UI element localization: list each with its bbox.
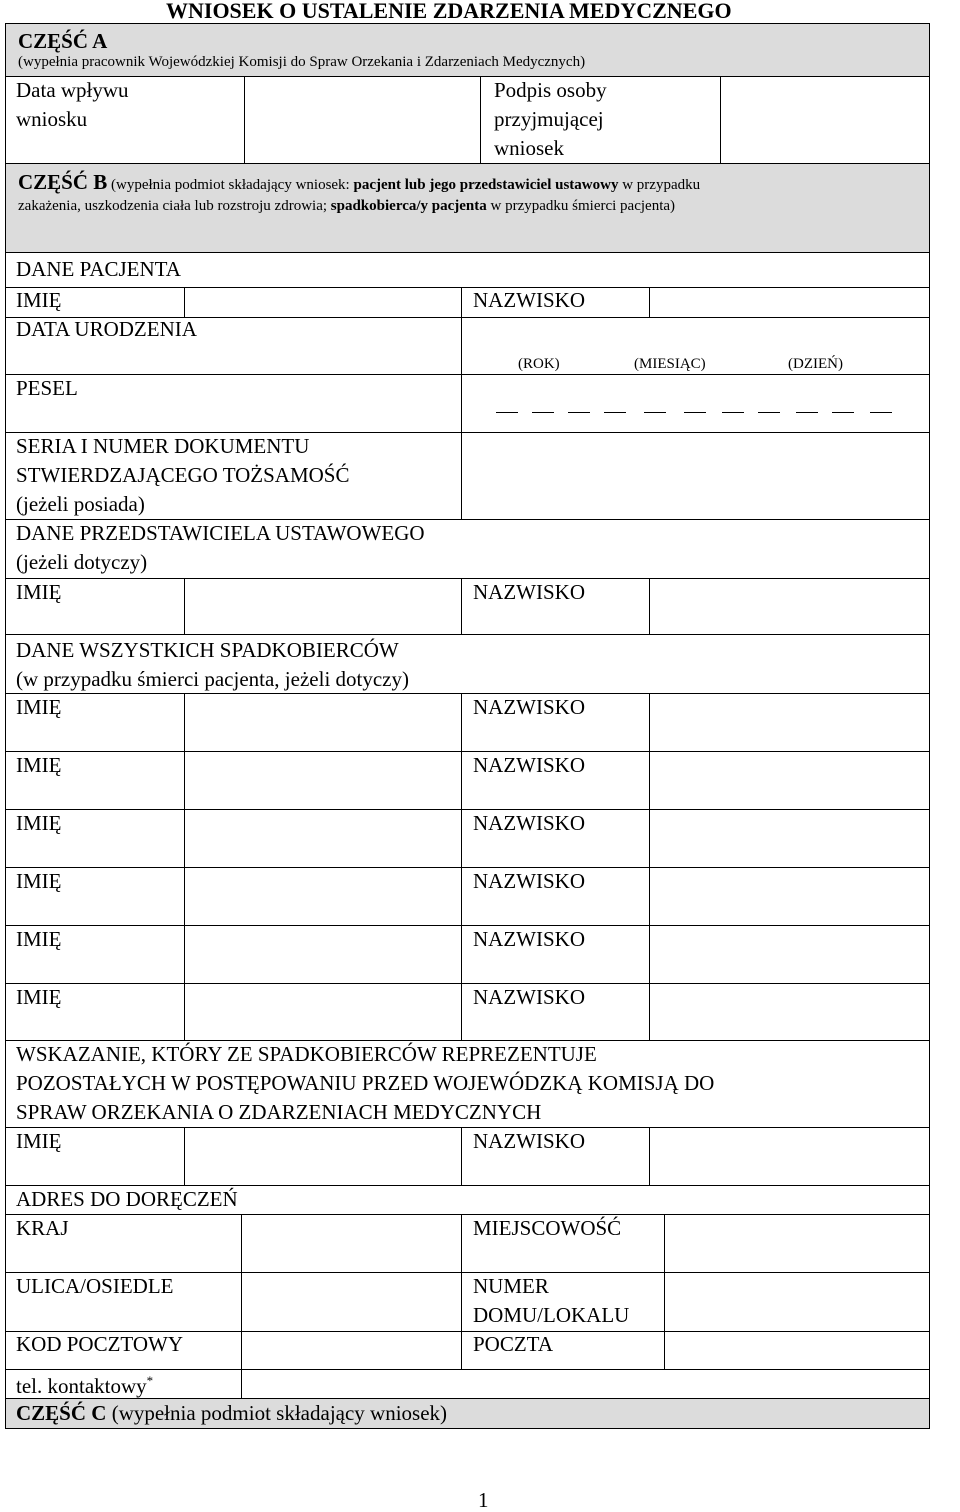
rule-heir-2 — [5, 809, 930, 810]
phone-label — [16, 1374, 153, 1397]
part-b-line2-a: zakażenia, uszkodzenia ciała lub rozstroju zdrowia; — [18, 198, 328, 214]
rule-heirs-heading — [5, 693, 930, 694]
divider-address-2 — [461, 1214, 462, 1370]
date-label-line1: Data wpływu — [16, 78, 129, 102]
address-heading: ADRES DO DORĘCZEŃ — [16, 1187, 238, 1211]
part-c-heading: CZĘŚĆ C — [16, 1401, 107, 1425]
signature-label-line3: wniosek — [494, 136, 564, 160]
divider-heirs-1 — [184, 693, 185, 1040]
pesel-digit-5 — [644, 412, 666, 413]
signature-label-line2: przyjmującej — [494, 107, 604, 131]
patient-last-name-field[interactable] — [650, 288, 930, 316]
heir-6-first-name-label: IMIĘ — [16, 985, 62, 1009]
heir-2-last-name-field[interactable] — [650, 752, 930, 806]
page-number: 1 — [478, 1488, 489, 1512]
rule-country-city — [5, 1272, 930, 1273]
date-received-field[interactable] — [245, 77, 479, 163]
representing-heir-first-name-label: IMIĘ — [16, 1129, 62, 1153]
id-document-label-line1: SERIA I NUMER DOKUMENTU — [16, 434, 310, 458]
representative-heading: DANE PRZEDSTAWICIELA USTAWOWEGO — [16, 521, 425, 545]
divider-patient-name-1 — [184, 287, 185, 318]
post-office-label: POCZTA — [473, 1332, 553, 1356]
rule-patient-heading — [5, 287, 930, 288]
rule-part-a-bottom — [5, 76, 930, 77]
heir-5-first-name-field[interactable] — [185, 926, 460, 980]
birth-date-field[interactable] — [462, 318, 930, 350]
birth-year-label: (ROK) — [518, 356, 560, 372]
rule-heir-5 — [5, 983, 930, 984]
representing-heir-heading-line1: WSKAZANIE, KTÓRY ZE SPADKOBIERCÓW REPREZENTUJE — [16, 1042, 597, 1066]
phone-label-text: tel. kontaktowy — [16, 1374, 147, 1398]
divider-rep-heir-2 — [461, 1127, 462, 1185]
part-a-note: (wypełnia pracownik Wojewódzkiej Komisji do Spraw Orzekania i Zdarzeniach Medycznych) — [18, 54, 586, 70]
rule-part-b-bottom — [5, 252, 930, 253]
pesel-digit-9 — [796, 412, 818, 413]
divider-rep-heir-1 — [184, 1127, 185, 1185]
heir-6-first-name-field[interactable] — [185, 984, 460, 1040]
id-document-label-line2: STWIERDZAJĄCEGO TOŻSAMOŚĆ — [16, 463, 350, 487]
patient-first-name-field[interactable] — [185, 288, 460, 316]
country-field[interactable] — [242, 1215, 460, 1270]
street-label: ULICA/OSIEDLE — [16, 1274, 174, 1298]
divider-rep-3 — [649, 578, 650, 634]
divider-rep-heir-3 — [649, 1127, 650, 1185]
rule-heir-4 — [5, 925, 930, 926]
patient-last-name-label: NAZWISKO — [473, 288, 585, 312]
pesel-digit-10 — [832, 412, 854, 413]
part-b-line2 — [18, 199, 675, 214]
representing-heir-last-name-field[interactable] — [650, 1128, 930, 1184]
representative-first-name-label: IMIĘ — [16, 580, 62, 604]
rule-bottom — [5, 1428, 930, 1429]
heir-2-first-name-field[interactable] — [185, 752, 460, 806]
rule-id-document — [5, 519, 930, 520]
phone-field[interactable] — [242, 1370, 930, 1398]
id-document-field[interactable] — [462, 433, 930, 519]
city-label: MIEJSCOWOŚĆ — [473, 1216, 622, 1240]
divider-heirs-3 — [649, 693, 650, 1040]
heir-3-last-name-field[interactable] — [650, 810, 930, 864]
house-number-label-line2: DOMU/LOKALU — [473, 1303, 630, 1327]
divider-part-a-2 — [480, 76, 481, 164]
rule-rep-heir-heading — [5, 1127, 930, 1128]
pesel-digit-8 — [758, 412, 780, 413]
rule-rep-heading — [5, 578, 930, 579]
frame-left-border — [5, 23, 6, 1429]
heir-2-first-name-label: IMIĘ — [16, 753, 62, 777]
post-office-field[interactable] — [665, 1332, 930, 1369]
heir-4-last-name-label: NAZWISKO — [473, 869, 585, 893]
heirs-heading: DANE WSZYSTKICH SPADKOBIERCÓW — [16, 638, 399, 662]
heir-5-last-name-field[interactable] — [650, 926, 930, 980]
divider-rep-1 — [184, 578, 185, 634]
date-label-line2: wniosku — [16, 107, 88, 131]
heir-1-last-name-field[interactable] — [650, 694, 930, 748]
signature-label-line1: Podpis osoby — [494, 78, 607, 102]
rule-birth-date — [5, 374, 930, 375]
part-b-line1 — [18, 172, 700, 193]
rule-rep-row — [5, 634, 930, 635]
house-number-label-line1: NUMER — [473, 1274, 549, 1298]
postcode-label: KOD POCZTOWY — [16, 1332, 184, 1356]
divider-patient-name-3 — [649, 287, 650, 318]
pesel-digit-2 — [532, 412, 554, 413]
heirs-note: (w przypadku śmierci pacjenta, jeżeli dotyczy) — [16, 667, 409, 691]
heir-6-last-name-field[interactable] — [650, 984, 930, 1040]
rule-postcode — [5, 1369, 930, 1370]
heir-6-last-name-label: NAZWISKO — [473, 985, 585, 1009]
rule-street-number — [5, 1331, 930, 1332]
representing-heir-heading-line2: POZOSTAŁYCH W POSTĘPOWANIU PRZED WOJEWÓDZKĄ KOMISJĄ DO — [16, 1071, 715, 1095]
representing-heir-heading-line3: SPRAW ORZEKANIA O ZDARZENIACH MEDYCZNYCH — [16, 1100, 542, 1124]
heir-1-first-name-label: IMIĘ — [16, 695, 62, 719]
heir-5-last-name-label: NAZWISKO — [473, 927, 585, 951]
rule-heir-1 — [5, 751, 930, 752]
pesel-digit-7 — [722, 412, 744, 413]
part-b-line2-b: spadkobierca/y pacjenta — [330, 198, 487, 214]
divider-heirs-2 — [461, 693, 462, 1040]
pesel-digit-1 — [496, 412, 518, 413]
part-b-line1-b: pacjent lub jego przedstawiciel ustawowy — [353, 177, 619, 193]
street-field[interactable] — [242, 1273, 460, 1331]
pesel-digit-4 — [604, 412, 626, 413]
divider-patient-name-2 — [461, 287, 462, 318]
rule-phone — [5, 1398, 930, 1399]
rule-rep-heir-row — [5, 1185, 930, 1186]
rule-pesel — [5, 432, 930, 433]
signature-field[interactable] — [721, 77, 930, 163]
part-b-line1-c: w przypadku — [622, 177, 701, 193]
frame-right-border — [929, 23, 930, 1429]
phone-footnote-mark: * — [146, 1373, 154, 1388]
pesel-label: PESEL — [16, 376, 78, 400]
pesel-digit-11 — [870, 412, 892, 413]
rule-name-row — [5, 317, 930, 318]
heir-1-first-name-field[interactable] — [185, 694, 460, 748]
part-b-line2-c: w przypadku śmierci pacjenta) — [490, 198, 676, 214]
pesel-field[interactable] — [462, 375, 930, 430]
patient-first-name-label: IMIĘ — [16, 288, 62, 312]
heir-3-first-name-field[interactable] — [185, 810, 460, 864]
country-label: KRAJ — [16, 1216, 69, 1240]
document-title: WNIOSEK O USTALENIE ZDARZENIA MEDYCZNEGO — [166, 0, 732, 23]
representing-heir-first-name-field[interactable] — [185, 1128, 460, 1184]
divider-part-a-1 — [244, 76, 245, 164]
representing-heir-last-name-label: NAZWISKO — [473, 1129, 585, 1153]
part-b-line1-a: (wypełnia podmiot składający wniosek: — [111, 177, 350, 193]
part-c-note: (wypełnia podmiot składający wniosek) — [111, 1401, 448, 1425]
heir-3-first-name-label: IMIĘ — [16, 811, 62, 835]
birth-day-label: (DZIEŃ) — [788, 356, 843, 372]
rule-heir-3 — [5, 867, 930, 868]
heir-2-last-name-label: NAZWISKO — [473, 753, 585, 777]
birth-month-label: (MIESIĄC) — [634, 356, 706, 372]
rule-address-heading — [5, 1214, 930, 1215]
pesel-digit-6 — [684, 412, 706, 413]
pesel-digit-3 — [568, 412, 590, 413]
heir-3-last-name-label: NAZWISKO — [473, 811, 585, 835]
heir-5-first-name-label: IMIĘ — [16, 927, 62, 951]
birth-date-label: DATA URODZENIA — [16, 317, 197, 341]
postcode-field[interactable] — [242, 1332, 460, 1369]
representative-last-name-label: NAZWISKO — [473, 580, 585, 604]
representative-last-name-field[interactable] — [650, 579, 930, 634]
divider-rep-2 — [461, 578, 462, 634]
patient-heading: DANE PACJENTA — [16, 257, 181, 281]
rule-heir-6 — [5, 1040, 930, 1041]
city-field[interactable] — [665, 1215, 930, 1270]
divider-patient-fields — [461, 317, 462, 519]
part-a-heading: CZĘŚĆ A — [18, 29, 108, 53]
rule-top — [5, 23, 930, 24]
house-number-field[interactable] — [665, 1273, 930, 1331]
representative-first-name-field[interactable] — [185, 579, 460, 634]
divider-address-3 — [664, 1214, 665, 1370]
part-c-line — [16, 1403, 447, 1424]
part-b-heading: CZĘŚĆ B — [18, 170, 108, 194]
divider-address-1 — [241, 1214, 242, 1399]
divider-part-a-3 — [720, 76, 721, 164]
heir-4-first-name-label: IMIĘ — [16, 869, 62, 893]
heir-1-last-name-label: NAZWISKO — [473, 695, 585, 719]
heir-4-first-name-field[interactable] — [185, 868, 460, 922]
representative-note: (jeżeli dotyczy) — [16, 550, 148, 574]
rule-part-b-top — [5, 163, 930, 164]
id-document-label-line3: (jeżeli posiada) — [16, 492, 145, 516]
heir-4-last-name-field[interactable] — [650, 868, 930, 922]
